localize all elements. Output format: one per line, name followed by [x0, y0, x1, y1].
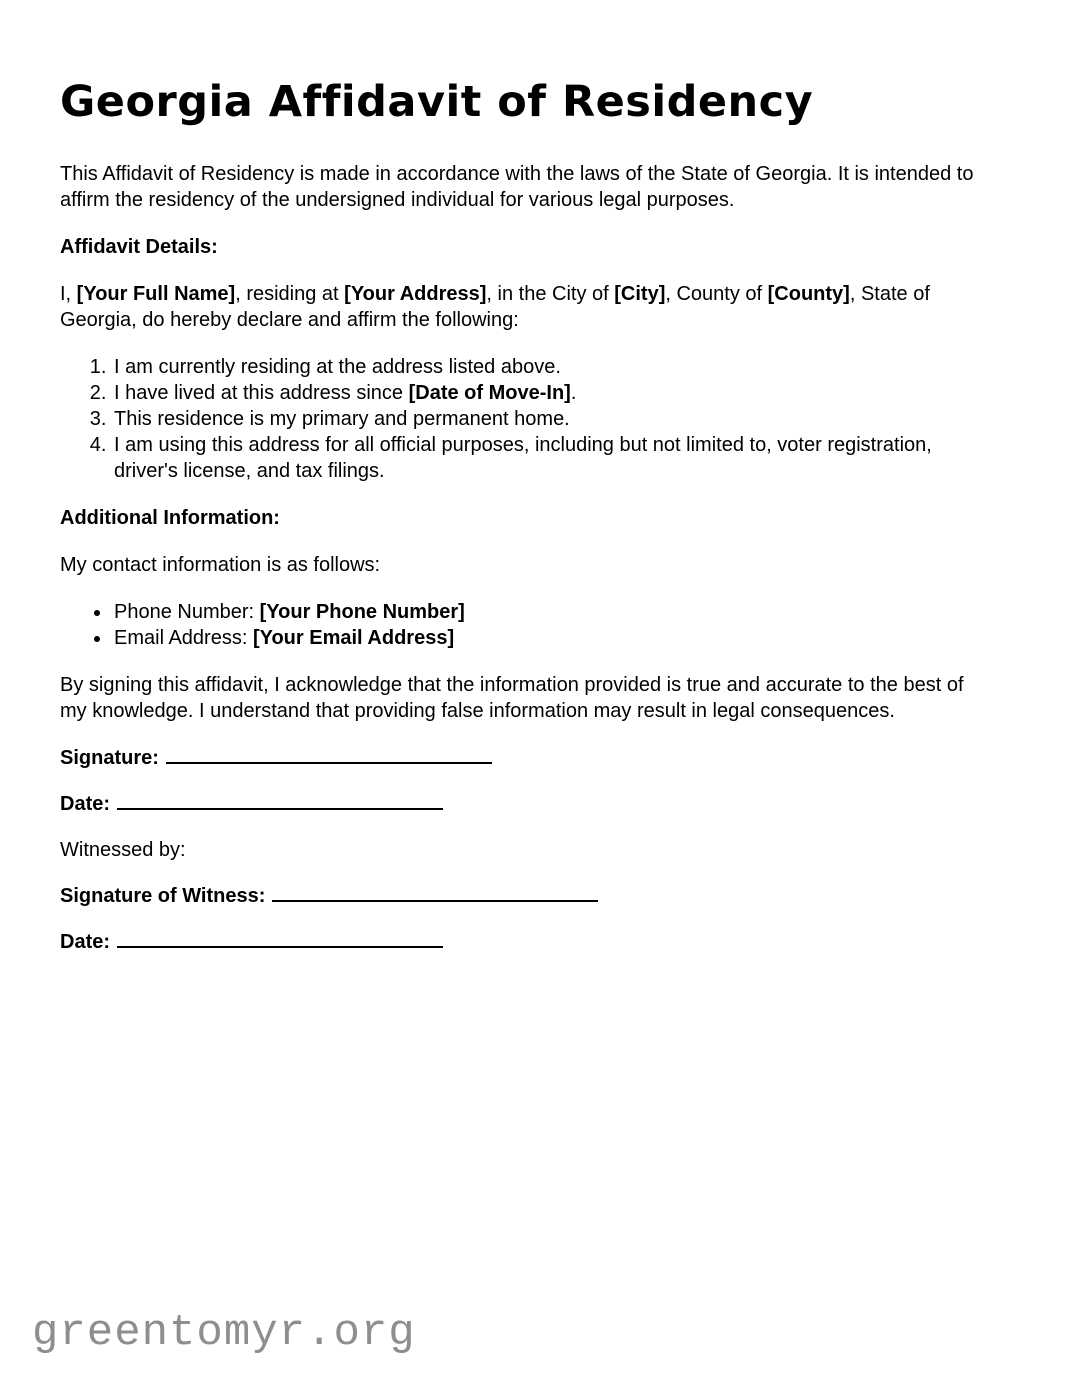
watermark-text: greentomyr.org — [32, 1307, 416, 1358]
statement-text: I am currently residing at the address listed above. — [114, 356, 561, 379]
contact-list — [60, 599, 995, 651]
date-row — [60, 791, 995, 817]
signature-blank-line — [166, 762, 492, 764]
email-placeholder: [Your Email Address] — [252, 627, 455, 650]
statement-item — [112, 380, 995, 406]
contact-item-phone — [112, 599, 995, 625]
date-blank-line — [117, 808, 443, 810]
witnessed-by-label: Witnessed by: — [60, 839, 186, 862]
witness-date-label: Date: — [60, 931, 111, 954]
contact-item-email — [112, 625, 995, 651]
declaration-residing: , residing at — [235, 283, 345, 306]
city-placeholder: [City] — [614, 283, 666, 306]
statement-text: I have lived at this address since — [114, 382, 409, 405]
contact-label: Phone Number: — [114, 601, 260, 624]
witness-signature-label: Signature of Witness: — [60, 885, 266, 908]
address-placeholder: [Your Address] — [344, 283, 487, 306]
statement-item — [112, 354, 995, 380]
document-title: Georgia Affidavit of Residency — [60, 77, 814, 127]
statement-post: . — [570, 382, 577, 405]
declaration-paragraph — [60, 281, 995, 333]
declaration-city-lead: , in the City of — [486, 283, 615, 306]
date-label: Date: — [60, 793, 111, 816]
statement-text: This residence is my primary and permanent home. — [114, 408, 570, 431]
contact-label: Email Address: — [114, 627, 253, 650]
signature-row — [60, 745, 995, 771]
contact-intro: My contact information is as follows: — [60, 554, 381, 577]
statement-text: I am using this address for all official purposes, including but not limited to, voter registration, driver's license, and tax filings. — [114, 434, 932, 483]
witness-signature-blank-line — [272, 900, 598, 902]
full-name-placeholder: [Your Full Name] — [76, 283, 236, 306]
affidavit-details-heading: Affidavit Details: — [60, 236, 218, 259]
intro-paragraph: This Affidavit of Residency is made in accordance with the laws of the State of Georgia. It is intended to affirm the residency of the undersigned individual for various legal purposes. — [60, 163, 974, 212]
phone-placeholder: [Your Phone Number] — [259, 601, 465, 624]
declaration-lead: I, — [60, 283, 77, 306]
statement-item — [112, 406, 995, 432]
county-placeholder: [County] — [767, 283, 850, 306]
declaration-county-lead: , County of — [665, 283, 768, 306]
witness-date-blank-line — [117, 946, 443, 948]
statements-list — [60, 354, 995, 484]
witness-date-row — [60, 929, 995, 955]
additional-information-heading: Additional Information: — [60, 507, 280, 530]
acknowledgement-paragraph: By signing this affidavit, I acknowledge that the information provided is true and accurate to the best of my knowledge. I understand that providing false information may result in legal consequences. — [60, 674, 964, 723]
witness-signature-row — [60, 883, 995, 909]
declaration-tail: , State of Georgia, do hereby declare and affirm the following: — [60, 283, 930, 332]
witnessed-by-row — [60, 837, 995, 863]
statement-item — [112, 432, 995, 484]
signature-label: Signature: — [60, 747, 159, 770]
statement-bold: [Date of Move-In] — [408, 382, 571, 405]
